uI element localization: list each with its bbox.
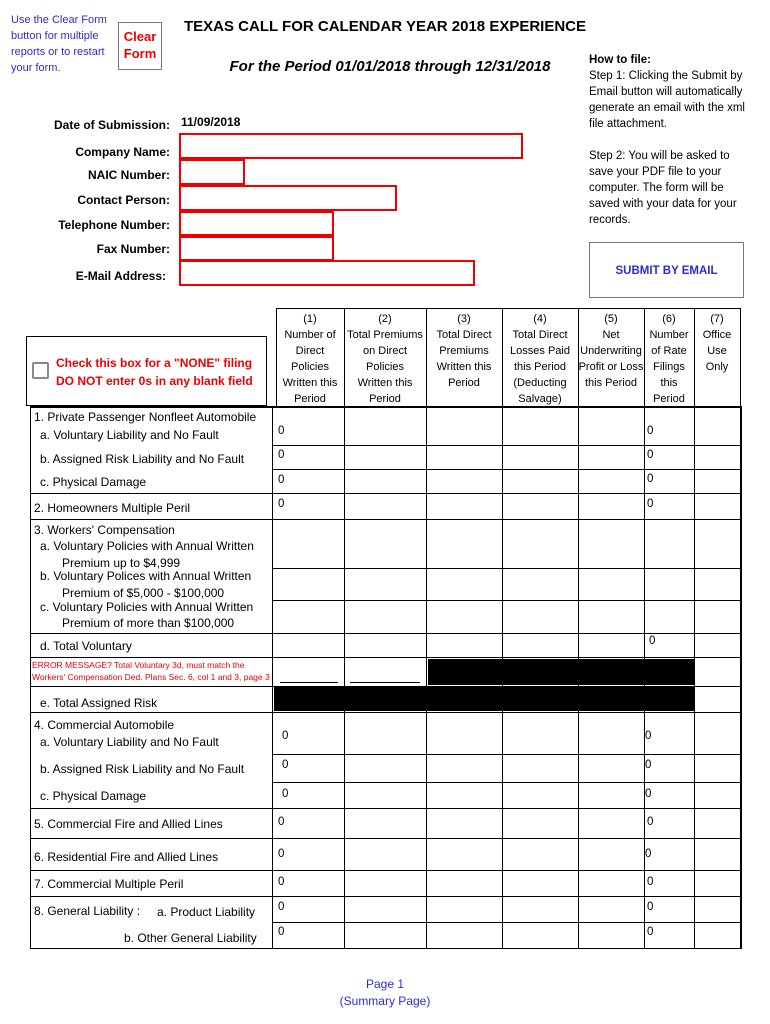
email-label: E-Mail Address: — [75, 269, 166, 283]
cell-value[interactable]: 0 — [278, 901, 285, 913]
cell-value[interactable]: 0 — [647, 449, 654, 461]
row-label: 4. Commercial Automobile — [34, 718, 175, 732]
cell-value[interactable]: 0 — [278, 876, 285, 888]
row-label: 5. Commercial Fire and Allied Lines — [34, 817, 223, 831]
row-label: c. Voluntary Policies with Annual Written — [40, 600, 254, 614]
cell-value[interactable]: 0 — [278, 816, 285, 828]
row-label: 7. Commercial Multiple Peril — [34, 877, 184, 891]
how-to-step2: Step 2: You will be asked to save your PDF file to your computer. The form will be saved with your data for your records. — [589, 150, 737, 226]
col-7-header: (7) Office Use Only — [702, 313, 732, 373]
row-rule — [30, 493, 742, 494]
naic-label: NAIC Number: — [87, 168, 170, 182]
header-divider — [694, 308, 695, 406]
fax-field[interactable] — [179, 236, 334, 261]
row-label: c. Physical Damage — [40, 789, 147, 803]
cell-value[interactable]: 0 — [647, 498, 654, 510]
row-rule — [30, 519, 742, 520]
underline-field[interactable] — [280, 682, 338, 683]
row-label: 2. Homeowners Multiple Peril — [34, 501, 191, 515]
row-label: a. Product Liability — [157, 905, 256, 919]
telephone-field[interactable] — [179, 211, 334, 236]
header-divider — [426, 308, 427, 406]
row-label: a. Voluntary Policies with Annual Written — [40, 539, 254, 553]
row-rule — [30, 838, 742, 839]
row-rule — [30, 657, 742, 658]
clear-form-help: Use the Clear Form button for multiple reports or to restart your form. — [11, 14, 107, 74]
cell-value[interactable]: 0 — [282, 730, 289, 742]
row-label: b. Other General Liability — [124, 931, 257, 945]
cell-value[interactable]: 0 — [647, 473, 654, 485]
row-label: Premium up to $4,999 — [62, 556, 181, 570]
row-rule — [272, 445, 742, 446]
date-value: 11/09/2018 — [181, 115, 241, 129]
cell-value[interactable]: 0 — [647, 926, 654, 938]
col-2-header: (2) Total Premiums on Direct Policies Written this Period — [347, 313, 423, 405]
error-message: ERROR MESSAGE? Total Voluntary 3d, must match the Workers' Compensation Ded. Plans Sec. 6, col 1 and 3, page 3 — [32, 660, 270, 682]
submit-by-email-button[interactable]: SUBMIT BY EMAIL — [589, 242, 744, 298]
row-label: 3. Workers' Compensation — [34, 523, 175, 537]
row-label: 8. General Liability : — [34, 904, 141, 918]
period-subtitle: For the Period 01/01/2018 through 12/31/2018 — [229, 58, 551, 75]
row-rule — [30, 870, 742, 871]
none-filing-text: Check this box for a "NONE" filing DO NOT enter 0s in any blank field — [56, 356, 253, 388]
cell-value[interactable]: 0 — [278, 848, 285, 860]
col-1-header: (1) Number of Direct Policies Written this Period — [282, 313, 338, 405]
header-divider — [578, 308, 579, 406]
header-top-rule — [276, 308, 740, 309]
cell-value[interactable]: 0 — [278, 425, 285, 437]
header-divider — [644, 308, 645, 406]
blocked-cells — [428, 659, 694, 685]
row-rule — [30, 896, 742, 897]
page-number: Page 1 — [365, 977, 405, 991]
phone-label: Telephone Number: — [58, 218, 170, 232]
row-rule — [30, 712, 742, 713]
cell-value[interactable]: 0 — [278, 474, 285, 486]
cell-value[interactable]: 0 — [647, 816, 654, 828]
row-label: Premium of $5,000 - $100,000 — [62, 586, 225, 600]
cell-value[interactable]: 0 — [647, 876, 654, 888]
cell-value[interactable]: 0 — [647, 425, 654, 437]
how-to-step1: Step 1: Clicking the Submit by Email button will automatically generate an email with the xml file attachment. — [589, 70, 745, 130]
table-top-rule — [30, 406, 742, 408]
row-label: b. Assigned Risk Liability and No Fault — [40, 452, 245, 466]
none-filing-checkbox[interactable] — [32, 362, 49, 379]
cell-value[interactable]: 0 — [649, 635, 656, 647]
cell-value[interactable]: 0 — [645, 759, 652, 771]
row-rule — [272, 782, 742, 783]
cell-value[interactable]: 0 — [278, 498, 285, 510]
company-name-field[interactable] — [179, 133, 523, 159]
row-rule — [30, 808, 742, 809]
col-5-header: (5) Net Underwriting Profit or Loss this Period — [578, 313, 644, 389]
cell-value[interactable]: 0 — [278, 926, 285, 938]
row-rule — [30, 633, 742, 634]
how-to-file — [589, 52, 754, 228]
header-divider — [740, 308, 741, 406]
row-label: 6. Residential Fire and Allied Lines — [34, 850, 219, 864]
how-to-heading: How to file: — [589, 54, 651, 66]
cell-value[interactable]: 0 — [282, 788, 289, 800]
row-label: Premium of more than $100,000 — [62, 616, 235, 630]
row-label: 1. Private Passenger Nonfleet Automobile — [34, 410, 257, 424]
cell-value[interactable]: 0 — [645, 848, 652, 860]
row-rule — [272, 754, 742, 755]
row-label: e. Total Assigned Risk — [40, 696, 158, 710]
contact-label: Contact Person: — [77, 193, 170, 207]
col-6-header: (6) Number of Rate Filings this Period — [649, 313, 689, 405]
blocked-cells — [274, 687, 694, 711]
naic-number-field[interactable] — [179, 159, 245, 185]
page-title: TEXAS CALL FOR CALENDAR YEAR 2018 EXPERIENCE — [183, 18, 587, 35]
page-footer — [0, 976, 770, 1010]
row-rule — [272, 600, 742, 601]
header-divider — [276, 308, 277, 406]
col-3-header: (3) Total Direct Premiums Written this Period — [436, 313, 492, 389]
table-left-border — [30, 406, 31, 949]
cell-value[interactable]: 0 — [645, 788, 652, 800]
table-right-border — [740, 406, 742, 949]
col-divider — [694, 406, 695, 949]
row-rule — [272, 568, 742, 569]
contact-person-field[interactable] — [179, 185, 397, 211]
row-label: b. Assigned Risk Liability and No Fault — [40, 762, 245, 776]
row-label: a. Voluntary Liability and No Fault — [40, 735, 219, 749]
clear-form-button[interactable]: Clear Form — [118, 22, 162, 70]
cell-value[interactable]: 0 — [647, 901, 654, 913]
header-divider — [502, 308, 503, 406]
cell-value[interactable]: 0 — [645, 730, 652, 742]
cell-value[interactable]: 0 — [282, 759, 289, 771]
col-divider — [272, 406, 273, 949]
col-divider — [344, 406, 345, 949]
table-bottom-rule — [30, 948, 742, 949]
email-field[interactable] — [179, 260, 475, 286]
row-rule — [272, 922, 742, 923]
cell-value[interactable]: 0 — [278, 449, 285, 461]
company-label: Company Name: — [75, 145, 170, 159]
row-label: c. Physical Damage — [40, 475, 147, 489]
row-rule — [272, 469, 742, 470]
underline-field[interactable] — [350, 682, 420, 683]
fax-label: Fax Number: — [96, 242, 170, 256]
col-divider — [426, 406, 427, 949]
page-subtitle: (Summary Page) — [339, 994, 431, 1008]
row-label: b. Voluntary Polices with Annual Written — [40, 569, 252, 583]
row-label: d. Total Voluntary — [40, 639, 132, 653]
header-divider — [344, 308, 345, 406]
row-label: a. Voluntary Liability and No Fault — [40, 428, 219, 442]
col-4-header: (4) Total Direct Losses Paid this Period (Deducting Salvage) — [510, 313, 570, 405]
date-label: Date of Submission: — [53, 118, 170, 132]
